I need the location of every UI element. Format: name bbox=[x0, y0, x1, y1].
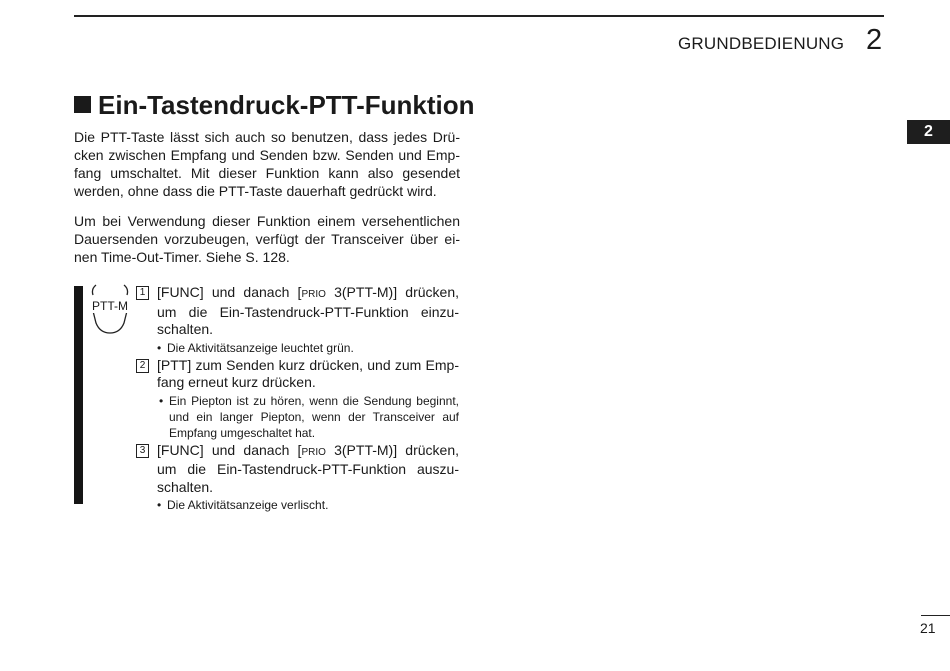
note-text: Ein Piepton ist zu hören, wenn die Sendung beginnt, bbox=[169, 393, 459, 408]
paragraph-line: cken zwischen Empfang und Senden bzw. Senden und Emp- bbox=[74, 147, 460, 163]
paragraph-intro bbox=[74, 128, 460, 200]
note-line: und ein langer Piepton, wenn der Transceiver auf bbox=[169, 409, 459, 424]
step-note bbox=[157, 497, 459, 513]
section-heading-text: Ein-Tastendruck-PTT-Funktion bbox=[98, 90, 475, 120]
note-line: Empfang umgeschaltet hat. bbox=[169, 425, 316, 440]
step-note bbox=[157, 393, 459, 441]
step-number: 2 bbox=[136, 359, 149, 373]
procedure-steps bbox=[136, 284, 460, 513]
step-number: 1 bbox=[136, 286, 149, 300]
step-line: schalten. bbox=[157, 321, 214, 337]
step-line: schalten. bbox=[157, 478, 214, 495]
footer-rule bbox=[921, 615, 950, 616]
step-text: 3(PTT-M)] drücken, bbox=[325, 441, 459, 458]
step-3 bbox=[136, 442, 460, 514]
step-line: um die Ein-Tastendruck-PTT-Funktion auszu- bbox=[157, 461, 459, 477]
paragraph-line: werden, ohne dass die PTT-Taste dauerhaft gedrückt wird. bbox=[74, 183, 437, 199]
chapter-number: 2 bbox=[866, 24, 883, 56]
chapter-side-tab: 2 bbox=[907, 120, 950, 144]
note-text: Die Aktivitätsanzeige verlischt. bbox=[167, 498, 329, 512]
step-note bbox=[157, 340, 459, 356]
chapter-title: GRUNDBEDIENUNG bbox=[678, 34, 845, 53]
top-rule bbox=[74, 15, 884, 17]
paragraph-line: Um bei Verwendung dieser Funktion einem versehentlichen bbox=[74, 213, 460, 229]
bullet-icon: • bbox=[157, 340, 162, 355]
step-line: fang erneut kurz drücken. bbox=[157, 374, 316, 390]
heading-square-icon bbox=[74, 96, 91, 113]
note-text: Die Aktivitätsanzeige leuchtet grün. bbox=[167, 340, 354, 355]
paragraph-line: Die PTT-Taste lässt sich auch so benutzen, dass jedes Drü- bbox=[74, 129, 460, 145]
prio-key-label: PRIO bbox=[301, 446, 326, 458]
paragraph-line: nen Time-Out-Timer. Siehe S. 128. bbox=[74, 249, 290, 265]
paragraph-line: Dauersenden vorzubeugen, verfügt der Transceiver über ei- bbox=[74, 231, 460, 247]
step-text: 3(PTT-M)] drücken, bbox=[325, 284, 459, 300]
note-line bbox=[159, 393, 459, 409]
step-number: 3 bbox=[136, 444, 149, 458]
bullet-icon: • bbox=[159, 393, 164, 408]
page-number: 21 bbox=[920, 620, 936, 636]
step-line bbox=[157, 442, 459, 462]
step-2 bbox=[136, 357, 460, 441]
step-1 bbox=[136, 284, 460, 356]
section-heading bbox=[74, 90, 475, 121]
procedure-bar bbox=[74, 286, 83, 504]
ptt-m-key-label: PTT-M bbox=[92, 299, 128, 313]
bullet-icon: • bbox=[157, 498, 162, 512]
prio-key-label: PRIO bbox=[301, 289, 326, 300]
step-line: [PTT] zum Senden kurz drücken, und zum Emp- bbox=[157, 356, 459, 373]
paragraph-line: fang umschaltet. Mit dieser Funktion kann also gesendet bbox=[74, 165, 460, 181]
step-line: um die Ein-Tastendruck-PTT-Funktion einzu- bbox=[157, 303, 459, 320]
step-text: [FUNC] und danach [ bbox=[157, 441, 302, 458]
step-text: [FUNC] und danach [ bbox=[157, 284, 302, 300]
paragraph-timer bbox=[74, 212, 460, 266]
step-line bbox=[157, 284, 459, 304]
